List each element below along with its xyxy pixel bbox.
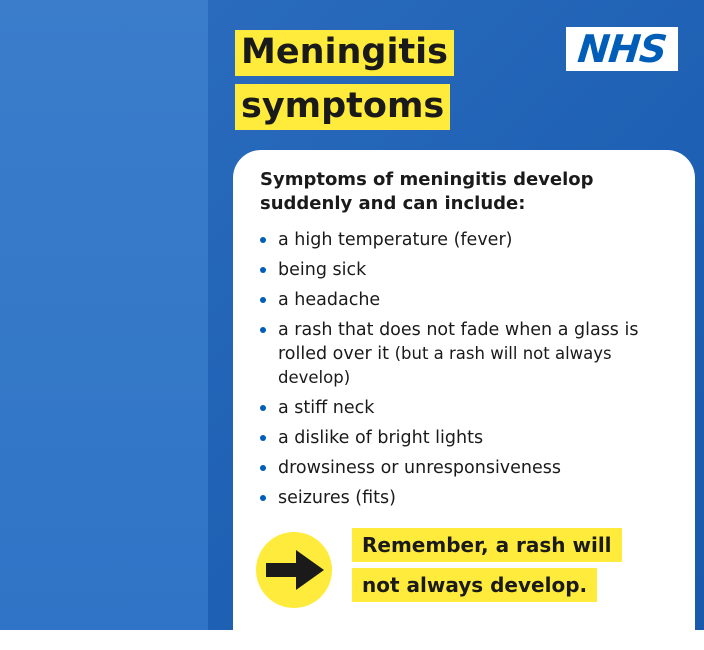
bullet-icon [260,405,266,411]
symptom-item [260,486,680,510]
symptom-note: (but a rash will not always develop) [278,344,612,387]
symptom-item [260,396,680,420]
symptom-text: seizures (fits) [278,488,396,508]
bullet-icon [260,495,266,501]
symptom-text: drowsiness or unresponsiveness [278,458,562,478]
bullet-icon [260,327,266,333]
bullet-icon [260,267,266,273]
symptom-item [260,426,680,450]
bullet-icon [260,297,266,303]
symptom-text: a stiff neck [278,398,375,418]
symptom-text: being sick [278,260,367,280]
title-line-2: symptoms [235,84,450,130]
symptom-item [260,228,680,252]
bullet-icon [260,237,266,243]
symptom-text: a dislike of bright lights [278,428,484,448]
symptoms-intro: Symptoms of meningitis develop suddenly and can include: [260,169,594,214]
title-line-1: Meningitis [235,30,454,76]
bullet-icon [260,465,266,471]
remember-line-1: Remember, a rash will [352,528,622,562]
symptom-item [260,258,680,282]
symptom-text: a headache [278,290,381,310]
nhs-logo-text: NHS [575,27,669,71]
symptom-item [260,456,680,480]
symptom-text: a high temperature (fever) [278,230,513,250]
bullet-icon [260,435,266,441]
symptom-text: a rash that does not fade when a glass is rolled over it [278,320,639,364]
symptom-item [260,318,680,390]
arrow-right-icon [256,532,332,608]
symptom-list [260,228,680,516]
nhs-logo [566,27,678,71]
symptom-item [260,288,680,312]
arrow-circle [256,532,332,608]
left-background-panel [0,0,208,630]
remember-line-2: not always develop. [352,568,597,602]
